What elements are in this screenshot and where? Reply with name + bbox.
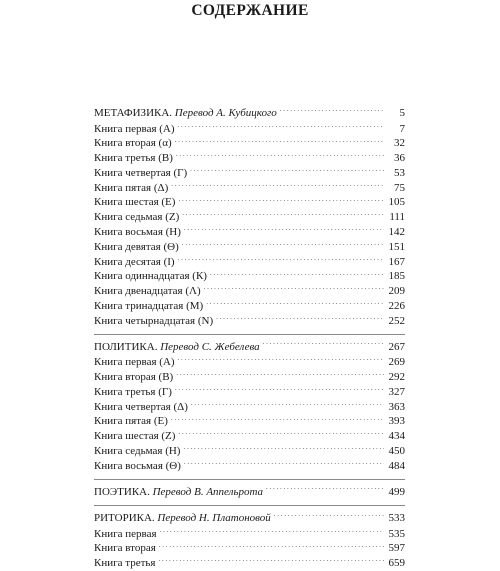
page-number: 105 [388, 196, 405, 209]
entry-label: Книга четвертая (Г) [94, 166, 188, 179]
toc-entry[interactable] [94, 314, 405, 329]
toc-entry[interactable] [94, 527, 405, 542]
dot-leader [216, 314, 384, 324]
entry-label: Книга шестая (Е) [94, 196, 176, 209]
toc-entry[interactable] [94, 225, 405, 240]
dot-leader [175, 385, 384, 395]
dot-leader [178, 355, 384, 365]
page-number: 7 [399, 122, 405, 135]
page-number: 185 [388, 270, 405, 283]
dot-leader [176, 370, 384, 380]
dot-leader [159, 541, 384, 551]
page-number: 434 [388, 430, 405, 443]
entry-label: Книга восьмая (Θ) [94, 459, 181, 472]
toc-entry[interactable] [94, 444, 405, 459]
entry-label: Книга девятая (Θ) [94, 240, 179, 253]
page-number: 450 [388, 444, 405, 457]
toc-entry[interactable] [94, 151, 405, 166]
dot-leader [182, 240, 384, 250]
section-divider [94, 505, 405, 506]
section-translator: Перевод В. Аппельрота [152, 485, 264, 498]
dot-leader [182, 210, 384, 220]
section-translator: Перевод А. Кубицкого [174, 107, 277, 119]
page-number: 597 [388, 542, 405, 555]
entry-label: Книга первая (А) [94, 356, 175, 369]
entry-label: Книга десятая (I) [94, 255, 175, 268]
page-number: 327 [388, 385, 405, 398]
page-number: 252 [388, 314, 405, 327]
toc-entry[interactable] [94, 210, 405, 225]
toc-entry[interactable] [94, 355, 405, 370]
section-title [94, 340, 260, 356]
toc-section [94, 511, 405, 571]
page-number: 111 [389, 211, 405, 224]
toc-entry[interactable] [94, 556, 405, 571]
toc-entry[interactable] [94, 414, 405, 429]
toc-entry[interactable] [94, 385, 405, 400]
entry-label: Книга пятая (Е) [94, 415, 168, 428]
section-heading[interactable] [94, 106, 405, 122]
toc-entry[interactable] [94, 284, 405, 299]
dot-leader [274, 511, 384, 521]
dot-leader [176, 151, 384, 161]
page-number: 269 [388, 356, 405, 369]
page-title: СОДЕРЖАНИЕ [191, 2, 309, 19]
section-heading[interactable] [94, 485, 405, 501]
entry-label: Книга первая [94, 527, 157, 540]
section-divider [94, 334, 405, 335]
entry-label: Книга двенадцатая (Λ) [94, 285, 201, 298]
entry-label: Книга третья (В) [94, 152, 173, 165]
table-of-contents [94, 106, 405, 571]
page-number: 167 [388, 255, 405, 268]
page-number: 151 [388, 240, 405, 253]
dot-leader [183, 444, 384, 454]
page-number: 209 [388, 285, 405, 298]
entry-label: Книга вторая (α) [94, 137, 172, 150]
page-number: 142 [388, 226, 405, 239]
entry-label: Книга третья [94, 557, 156, 570]
dot-leader [178, 429, 384, 439]
page-number: 292 [388, 370, 405, 383]
section-translator: Перевод С. Жебелева [160, 340, 260, 353]
toc-entry[interactable] [94, 541, 405, 556]
dot-leader [171, 414, 384, 424]
section-name: РИТОРИКА. [94, 512, 155, 525]
page-number: 533 [388, 512, 405, 525]
dot-leader [160, 527, 384, 537]
dot-leader [263, 340, 384, 350]
toc-entry[interactable] [94, 255, 405, 270]
entry-label: Книга третья (Г) [94, 385, 172, 398]
toc-entry[interactable] [94, 400, 405, 415]
section-divider [94, 479, 405, 480]
dot-leader [178, 255, 384, 265]
toc-section [94, 106, 405, 329]
page-number: 32 [394, 137, 405, 150]
page-number: 267 [388, 340, 405, 353]
section-title [94, 511, 271, 527]
section-heading[interactable] [94, 340, 405, 356]
dot-leader [178, 122, 384, 132]
toc-section [94, 340, 405, 474]
page-number: 75 [394, 181, 405, 194]
page-number: 36 [394, 152, 405, 165]
toc-entry[interactable] [94, 136, 405, 151]
toc-entry[interactable] [94, 370, 405, 385]
dot-leader [175, 136, 384, 146]
dot-leader [266, 485, 384, 495]
dot-leader [204, 284, 384, 294]
toc-entry[interactable] [94, 240, 405, 255]
entry-label: Книга вторая [94, 542, 156, 555]
entry-label: Книга четвертая (Δ) [94, 400, 188, 413]
page-number: 226 [388, 300, 405, 313]
entry-label: Книга тринадцатая (М) [94, 300, 204, 313]
entry-label: Книга седьмая (Н) [94, 444, 181, 457]
dot-leader [158, 556, 384, 566]
dot-leader [190, 166, 384, 176]
toc-entry[interactable] [94, 269, 405, 284]
entry-label: Книга вторая (В) [94, 370, 174, 383]
toc-entry[interactable] [94, 122, 405, 137]
entry-label: Книга шестая (Z) [94, 430, 176, 443]
entry-label: Книга первая (А) [94, 122, 175, 135]
section-translator: Перевод Н. Платоновой [157, 512, 271, 525]
section-name: ПОЭТИКА. [94, 485, 150, 498]
dot-leader [191, 400, 384, 410]
section-title [94, 485, 263, 501]
toc-section [94, 485, 405, 501]
section-title [94, 106, 277, 122]
toc-entry[interactable] [94, 181, 405, 196]
entry-label: Книга одиннадцатая (К) [94, 270, 207, 283]
dot-leader [184, 459, 384, 469]
page-number: 393 [388, 415, 405, 428]
toc-entry[interactable] [94, 166, 405, 181]
toc-entry[interactable] [94, 195, 405, 210]
page-number: 53 [394, 166, 405, 179]
page-number: 535 [388, 527, 405, 540]
page-number: 5 [399, 107, 405, 119]
entry-label: Книга четырнадцатая (N) [94, 314, 214, 327]
toc-entry[interactable] [94, 459, 405, 474]
toc-entry[interactable] [94, 299, 405, 314]
page-number: 484 [388, 459, 405, 472]
page-number: 363 [388, 400, 405, 413]
page-number: 659 [388, 557, 405, 570]
dot-leader [280, 106, 384, 116]
dot-leader [210, 269, 384, 279]
entry-label: Книга седьмая (Z) [94, 211, 180, 224]
section-name: ПОЛИТИКА. [94, 340, 158, 353]
entry-label: Книга восьмая (Н) [94, 226, 181, 239]
page-number: 499 [388, 485, 405, 498]
dot-leader [171, 181, 384, 191]
dot-leader [184, 225, 384, 235]
section-name: МЕТАФИЗИКА. [94, 107, 173, 119]
entry-label: Книга пятая (Δ) [94, 181, 169, 194]
dot-leader [206, 299, 384, 309]
toc-entry[interactable] [94, 429, 405, 444]
dot-leader [178, 195, 384, 205]
section-heading[interactable] [94, 511, 405, 527]
